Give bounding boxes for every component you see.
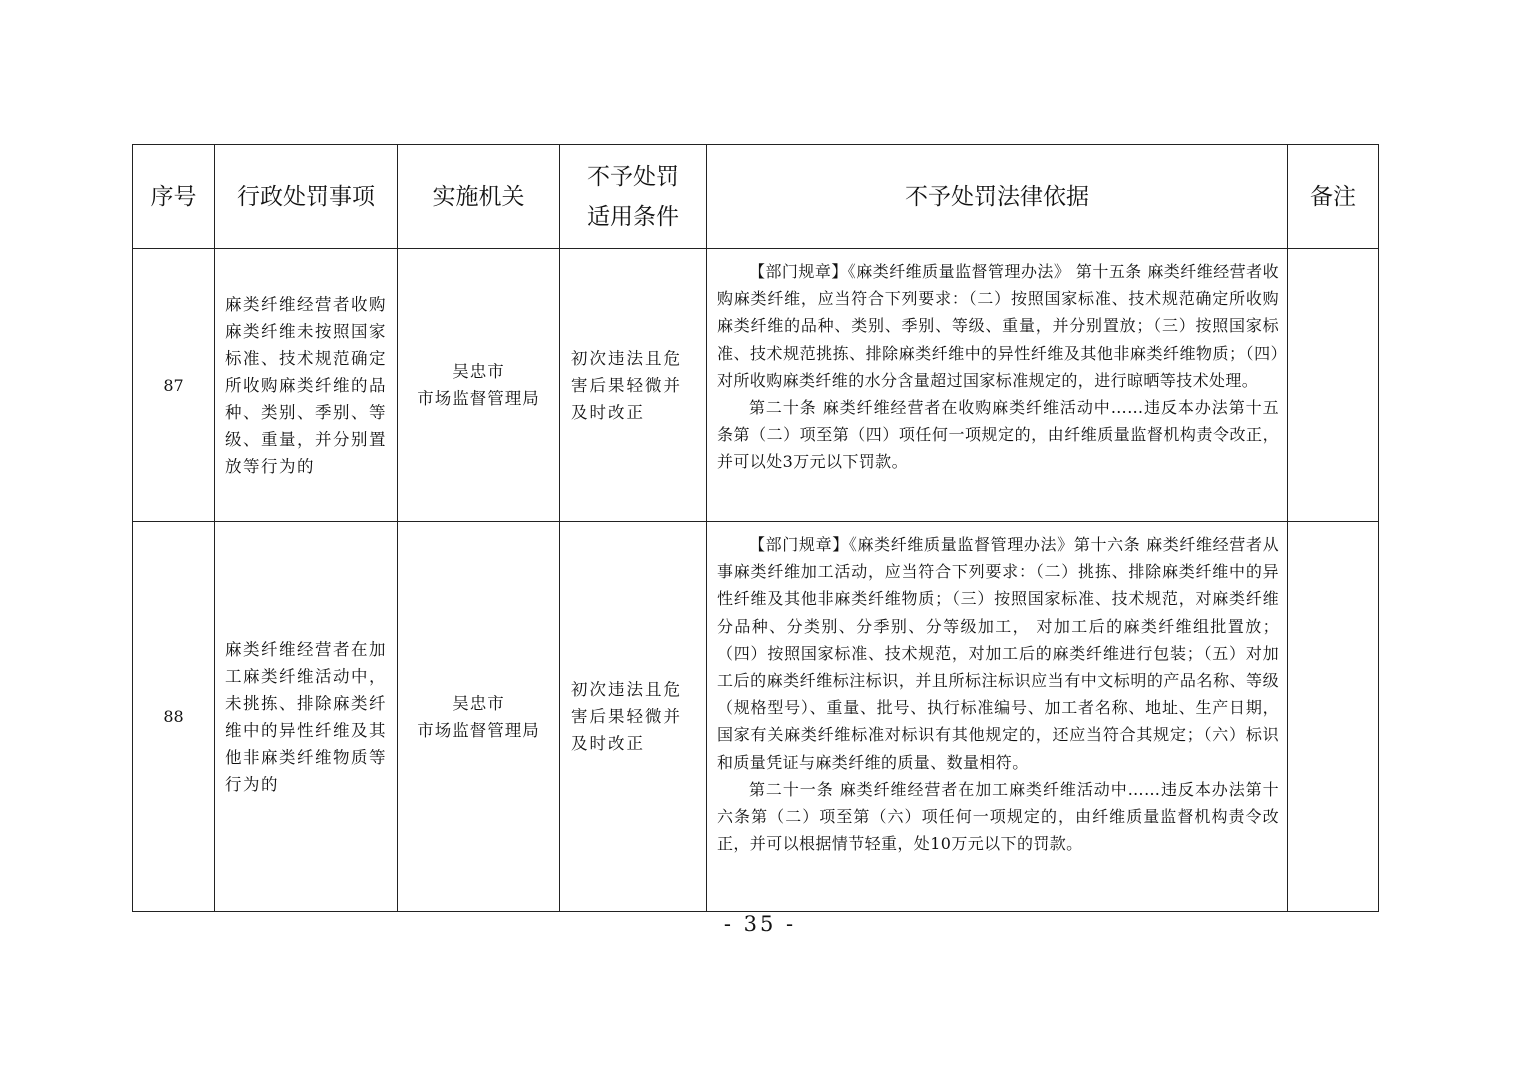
table-row xyxy=(133,249,1379,522)
row-org-line1: 吴忠市 xyxy=(452,362,505,381)
row-legal-basis xyxy=(707,249,1288,522)
legal-basis-paragraph: 第二十一条 麻类纤维经营者在加工麻类纤维活动中……违反本办法第十六条第（二）项至第（六）项任何一项规定的，由纤维质量监督机构责令改正，并可以根据情节轻重，处10万元以下的罚款。 xyxy=(717,779,1279,854)
row-org xyxy=(398,522,560,912)
row-org-line1: 吴忠市 xyxy=(452,693,505,713)
header-condition-line2: 适用条件 xyxy=(587,203,679,230)
row-legal-basis xyxy=(707,522,1288,912)
row-org-line2: 市场监督管理局 xyxy=(417,389,540,408)
header-condition xyxy=(560,145,707,249)
row-penalty-item: 麻类纤维经营者收购麻类纤维未按照国家标准、技术规范确定所收购麻类纤维的品种、类别、季别、等级、重量，并分别置放等行为的 xyxy=(215,249,398,522)
header-condition-line1: 不予处罚 xyxy=(587,163,679,190)
row-org-line2: 市场监督管理局 xyxy=(417,720,540,740)
penalty-exemption-table xyxy=(132,144,1379,912)
row-condition: 初次违法且危害后果轻微并及时改正 xyxy=(560,249,707,522)
row-condition: 初次违法且危害后果轻微并及时改正 xyxy=(560,522,707,912)
header-seq: 序号 xyxy=(133,145,215,249)
legal-basis-paragraph: 【部门规章】《麻类纤维质量监督管理办法》第十六条 麻类纤维经营者从事麻类纤维加工活动，应当符合下列要求：（二）挑拣、排除麻类纤维中的异性纤维及其他非麻类纤维物质；（三）按照国家标准、技术规范，对麻类纤维分品种、分类别、分季别、分等级加工， 对加工后的麻类纤维组批置放；（四）按照国家标准、技术规范，对加工后的麻类纤维进行包装；（五）对加工后的麻类纤维标注标识，并且所标注标识应当有中文标明的产品名称、等级（规格型号）、重量、批号、执行标准编号、加工者名称、地址、生产日期，国家有关麻类纤维标准对标识有其他规定的，还应当符合其规定；（六）标识和质量凭证与麻类纤维的质量、数量相符。 xyxy=(717,535,1279,772)
header-org: 实施机关 xyxy=(398,145,560,249)
legal-basis-paragraph: 【部门规章】《麻类纤维质量监督管理办法》 第十五条 麻类纤维经营者收购麻类纤维，应当符合下列要求：（二）按照国家标准、技术规范确定所收购麻类纤维的品种、类别、季别、等级、重量，并分别置放；（三）按照国家标准、技术规范挑拣、排除麻类纤维中的异性纤维及其他非麻类纤维物质；（四）对所收购麻类纤维的水分含量超过国家标准规定的，进行晾晒等技术处理。 xyxy=(717,262,1279,390)
table-row xyxy=(133,522,1379,912)
row-note xyxy=(1288,249,1379,522)
header-note: 备注 xyxy=(1288,145,1379,249)
header-item: 行政处罚事项 xyxy=(215,145,398,249)
row-penalty-item: 麻类纤维经营者在加工麻类纤维活动中，未挑拣、排除麻类纤维中的异性纤维及其他非麻类纤维物质等行为的 xyxy=(215,522,398,912)
legal-basis-paragraph: 第二十条 麻类纤维经营者在收购麻类纤维活动中……违反本办法第十五条第（二）项至第（四）项任何一项规定的，由纤维质量监督机构责令改正，并可以处3万元以下罚款。 xyxy=(717,398,1279,472)
table-header-row xyxy=(133,145,1379,249)
row-seq: 88 xyxy=(133,522,215,912)
row-seq: 87 xyxy=(133,249,215,522)
page-number: - 35 - xyxy=(723,912,797,936)
header-basis: 不予处罚法律依据 xyxy=(707,145,1288,249)
row-note xyxy=(1288,522,1379,912)
row-org xyxy=(398,249,560,522)
